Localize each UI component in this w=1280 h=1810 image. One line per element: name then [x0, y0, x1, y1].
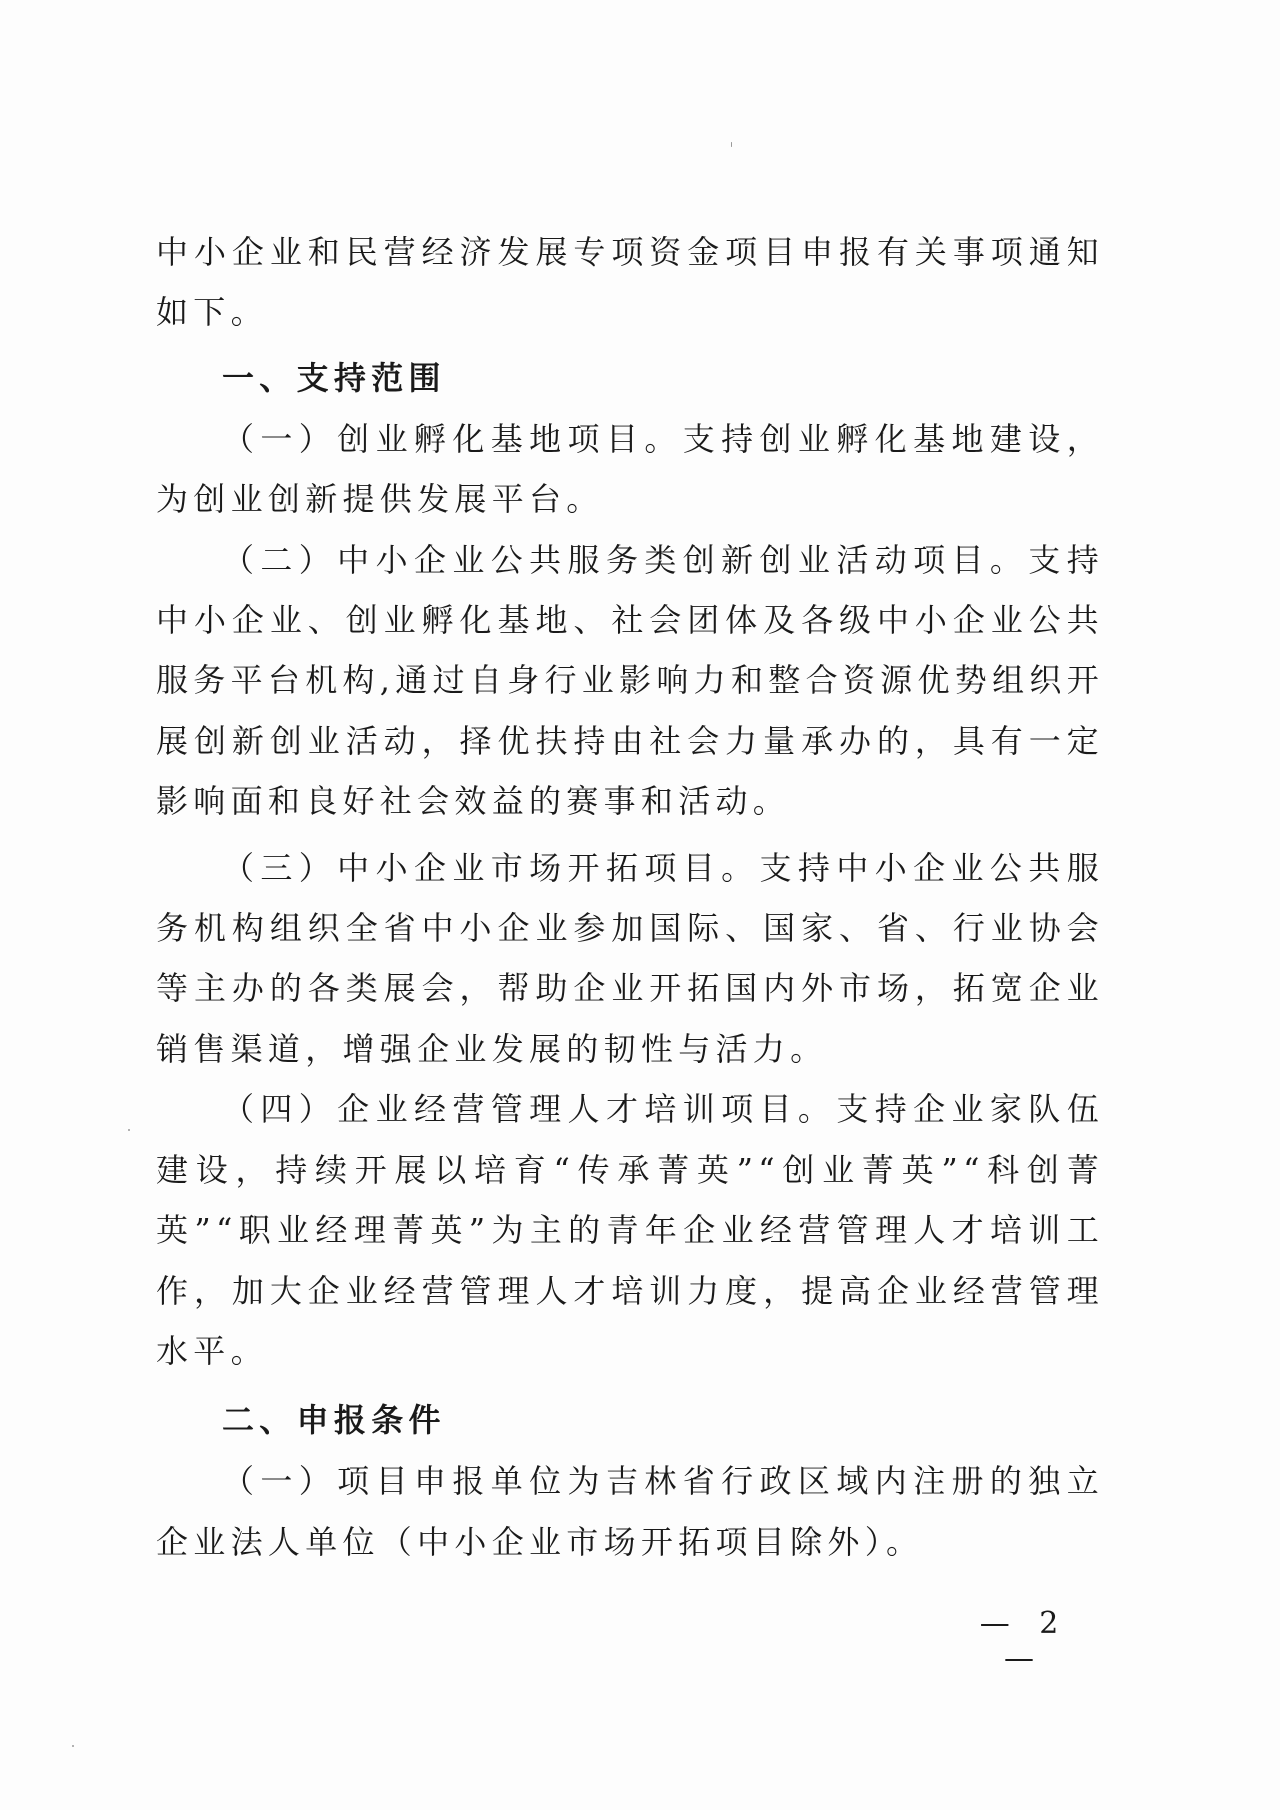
section-heading-application-conditions: 二、申报条件 — [222, 1401, 446, 1440]
item-incubation-base: （一）创业孵化基地项目。支持创业孵化基地建设，为创业创新提供发展平台。 — [156, 419, 1104, 519]
document-body — [156, 222, 1104, 1572]
item-public-service-activities: （二）中小企业公共服务类创新创业活动项目。支持中小企业、创业孵化基地、社会团体及各级中小企业公共服务平台机构,通过自身行业影响力和整合资源优势组织开展创新创业活动，择优扶持由社会力量承办的，具有一定影响面和良好社会效益的赛事和活动。 — [156, 540, 1104, 821]
intro-paragraph: 中小企业和民营经济发展专项资金项目申报有关事项通知如下。 — [156, 233, 1104, 332]
section-heading-support-scope: 一、支持范围 — [222, 358, 446, 397]
scan-speck — [128, 1129, 130, 1131]
item-market-expansion: （三）中小企业市场开拓项目。支持中小企业公共服务机构组织全省中小企业参加国际、国家、省、行业协会等主办的各类展会，帮助企业开拓国内外市场，拓宽企业销售渠道，增强企业发展的韧性与活力。 — [156, 848, 1104, 1068]
scan-speck — [72, 1745, 74, 1747]
page-number: — 2 — — [979, 1606, 1069, 1676]
scan-speck — [731, 142, 732, 147]
item-management-training: （四）企业经营管理人才培训项目。支持企业家队伍建设，持续开展以培育“传承菁英”“创业菁英”“科创菁英”“职业经理菁英”为主的青年企业经营管理人才培训工作，加大企业经营管理人才培训力度，提高企业经营管理水平。 — [156, 1090, 1104, 1370]
item-applicant-eligibility: （一）项目申报单位为吉林省行政区域内注册的独立企业法人单位（中小企业市场开拓项目除外）。 — [156, 1462, 1104, 1561]
